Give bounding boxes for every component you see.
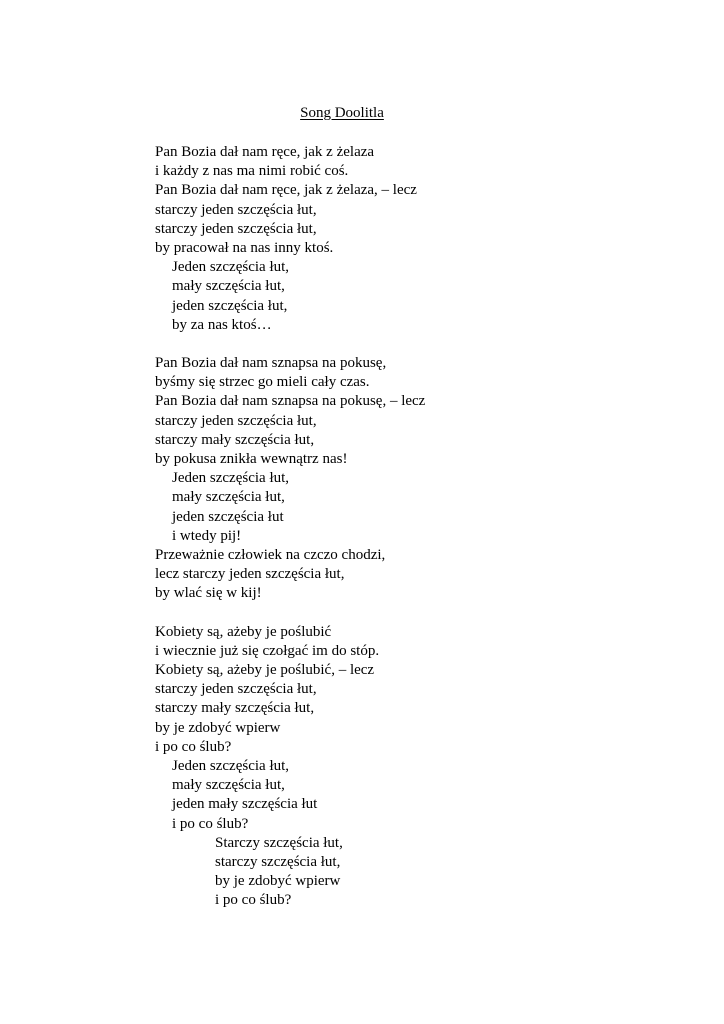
poem-line: mały szczęścia łut, [172,489,285,506]
poem-line: by za nas ktoś… [172,316,272,333]
poem-line: Pan Bozia dał nam sznapsa na pokusę, – lecz [155,393,426,410]
poem-line: Jeden szczęścia łut, [172,259,290,276]
poem-line: jeden szczęścia łut [172,508,284,525]
poem-line: mały szczęścia łut, [172,777,285,794]
poem-line: starczy jeden szczęścia łut, [155,220,317,237]
poem-line: starczy mały szczęścia łut, [155,431,315,448]
poem-line: Kobiety są, ażeby je poślubić, – lecz [155,662,375,679]
stanza-3 [155,623,655,911]
poem-line: starczy jeden szczęścia łut, [155,681,317,698]
poem-line: Starczy szczęścia łut, [215,834,343,851]
poem-line: by pracował na nas inny ktoś. [155,239,334,256]
poem-line: Przeważnie człowiek na czczo chodzi, [155,546,386,563]
stanza-2 [155,354,655,603]
poem-line: lecz starczy jeden szczęścia łut, [155,566,345,583]
poem-line: i wiecznie już się czołgać im do stóp. [155,642,380,659]
poem-line: starczy szczęścia łut, [215,853,341,870]
stanza-gap [155,604,655,623]
poem-line: starczy mały szczęścia łut, [155,700,315,717]
poem-line: Jeden szczęścia łut, [172,470,290,487]
poem-line: Pan Bozia dał nam sznapsa na pokusę, [155,355,387,372]
poem-line: by je zdobyć wpierw [215,873,341,890]
poem-line: by pokusa znikła wewnątrz nas! [155,451,348,467]
stanza-1 [155,143,655,335]
poem-line: i po co ślub? [172,815,249,832]
poem-line: Jeden szczęścia łut, [172,758,290,774]
poem-line: jeden szczęścia łut, [172,297,288,314]
poem-line: i po co ślub? [215,892,292,909]
poem-body [155,143,655,911]
poem-line: Pan Bozia dał nam ręce, jak z żelaza [155,144,375,160]
poem-line: i wtedy pij! [172,527,242,544]
poem-line: starczy jeden szczęścia łut, [155,201,317,218]
poem-line: i po co ślub? [155,738,232,755]
poem-line: by wlać się w kij! [155,585,262,602]
poem-line: starczy jeden szczęścia łut, [155,412,317,429]
poem-line: i każdy z nas ma nimi robić coś. [155,163,349,180]
poem-line: mały szczęścia łut, [172,278,285,295]
poem-line: Kobiety są, ażeby je poślubić [155,623,332,640]
poem-line: by je zdobyć wpierw [155,719,281,736]
song-title: Song Doolitla [300,105,384,121]
stanza-gap [155,335,655,354]
poem-line: Pan Bozia dał nam ręce, jak z żelaza, – lecz [155,182,417,199]
poem-line: jeden mały szczęścia łut [172,796,318,813]
poem-line: byśmy się strzec go mieli cały czas. [155,374,370,391]
